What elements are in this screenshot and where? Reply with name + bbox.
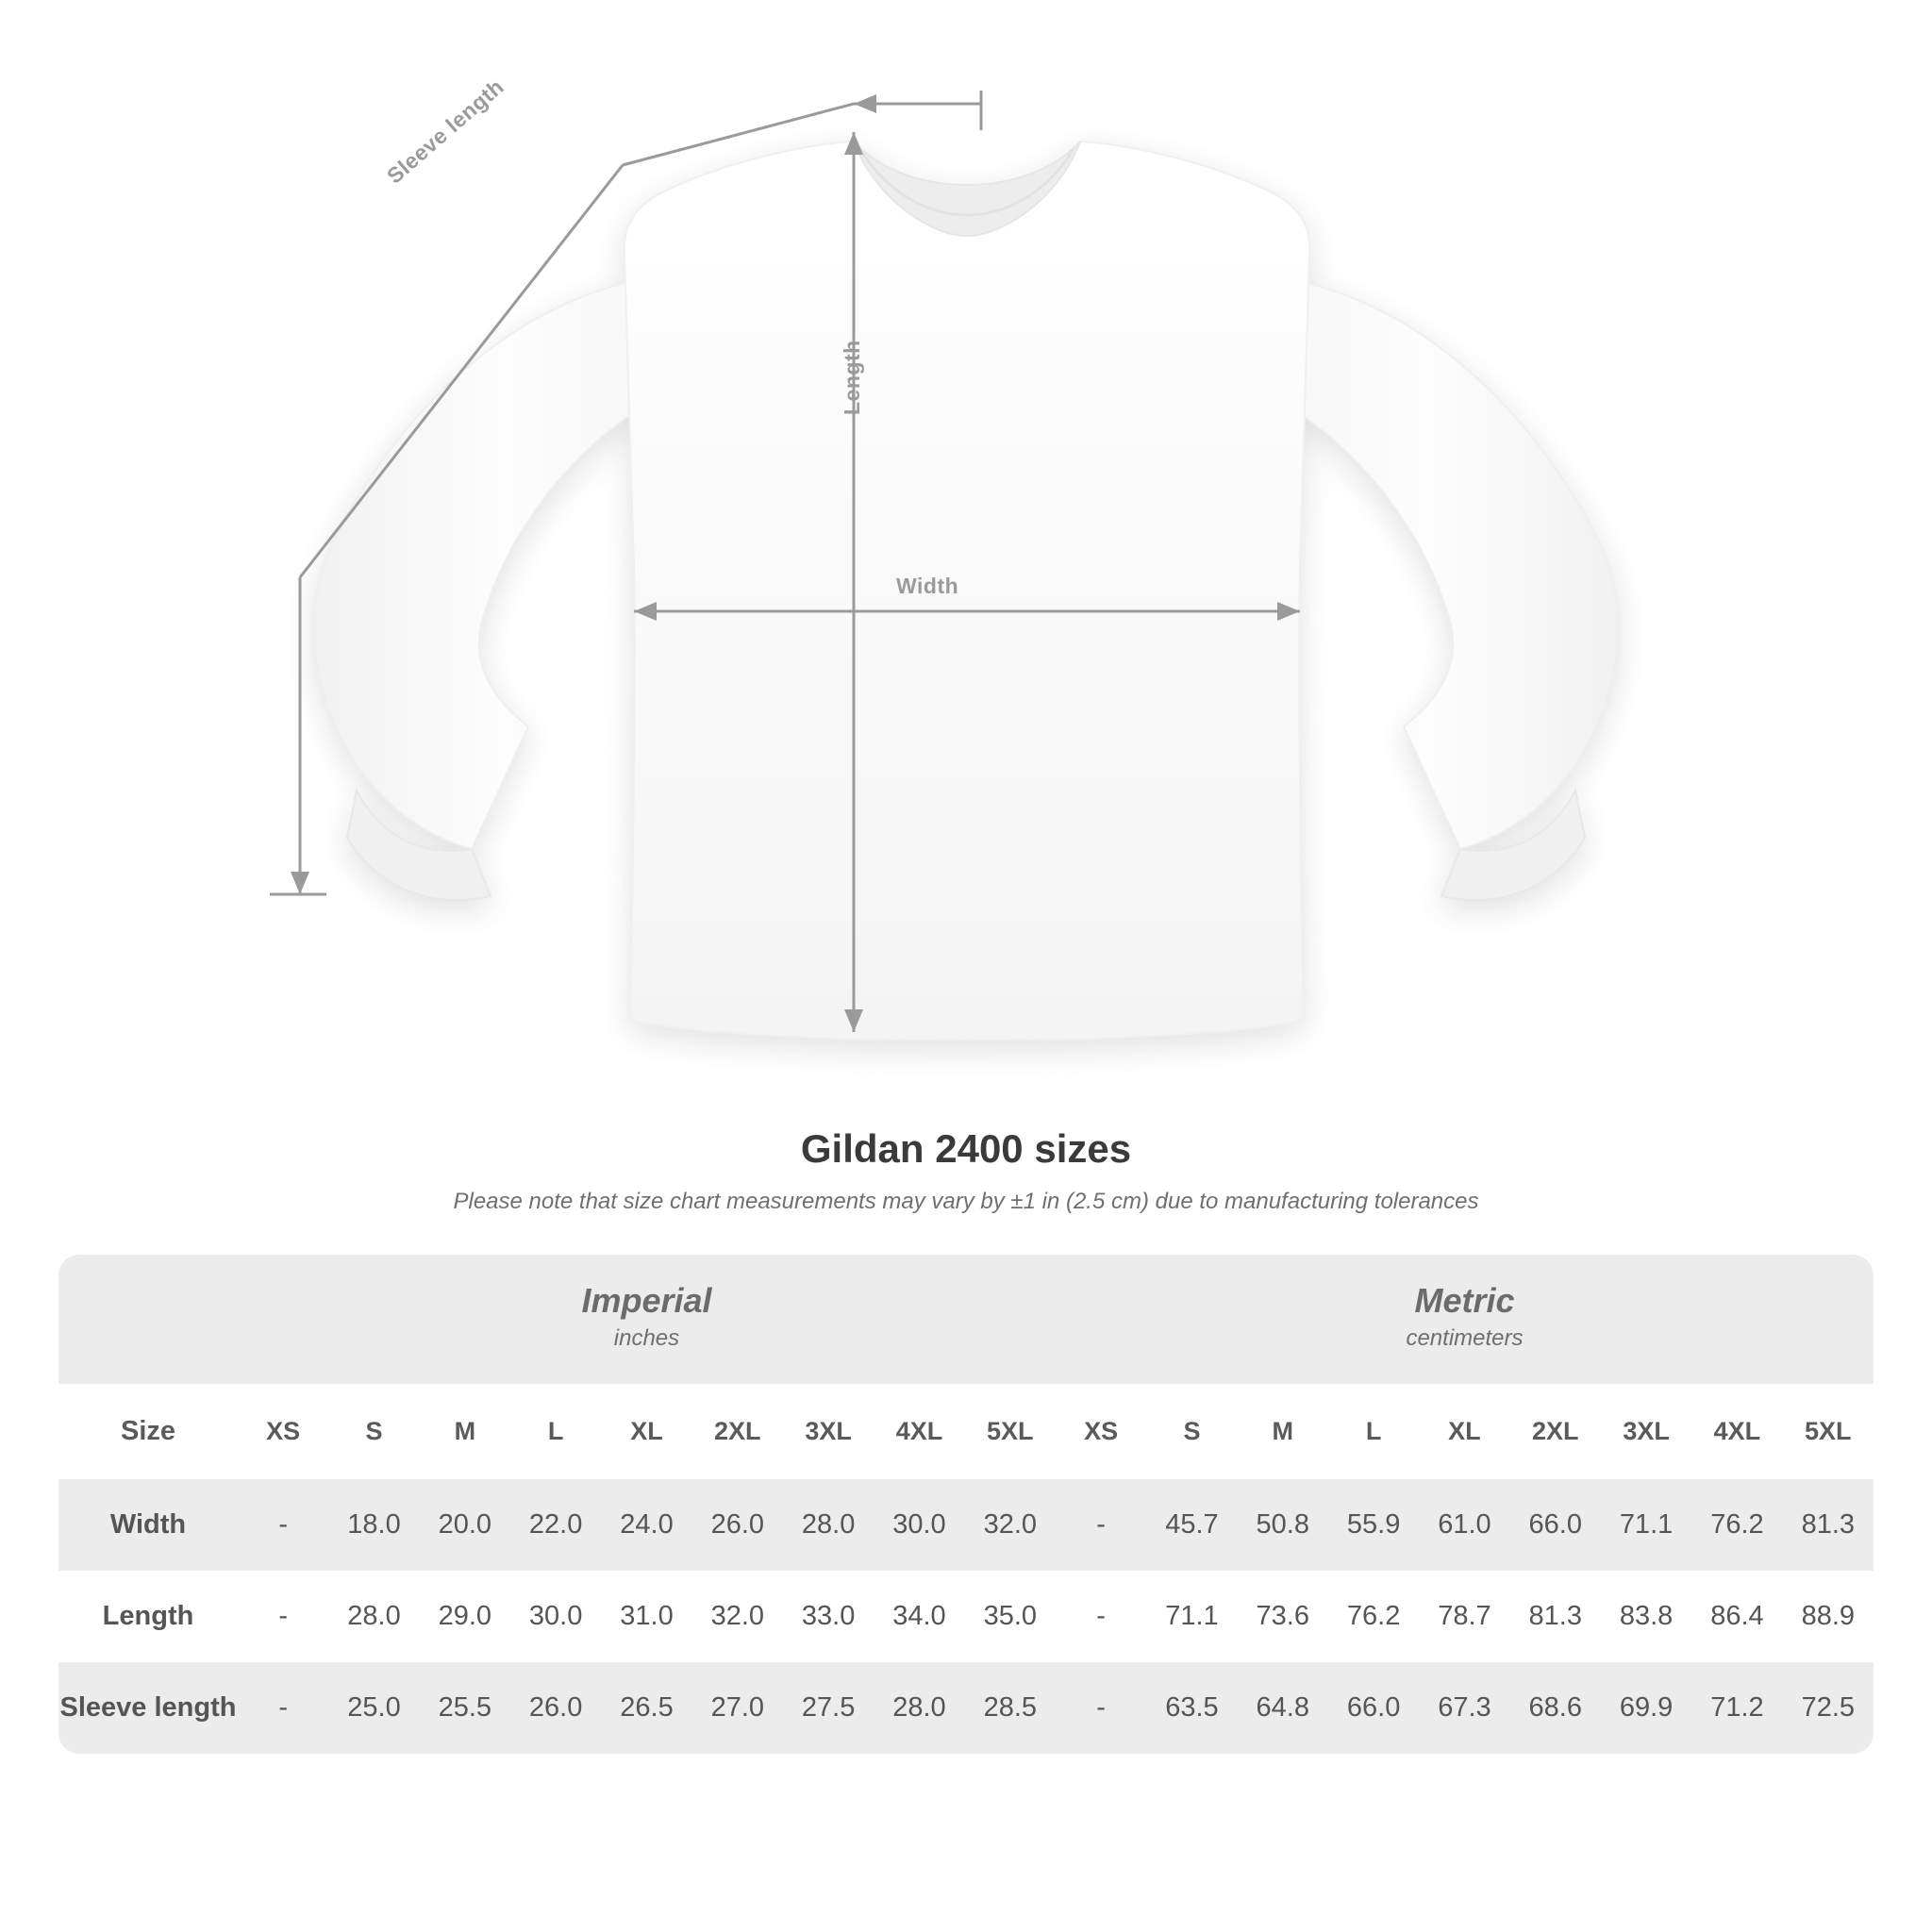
cell-length-metric-s: 71.1: [1146, 1571, 1237, 1662]
column-header-metric-xs: XS: [1056, 1384, 1146, 1479]
cell-length-metric-m: 73.6: [1238, 1571, 1328, 1662]
sleeve-length-dimension-label: Sleeve length: [382, 74, 508, 189]
column-header-imperial-4xl: 4XL: [874, 1384, 964, 1479]
cell-sleeve-imperial-s: 25.0: [328, 1662, 419, 1754]
column-header-metric-m: M: [1238, 1384, 1328, 1479]
cell-length-imperial-xl: 31.0: [601, 1571, 691, 1662]
cell-length-metric-4xl: 86.4: [1691, 1571, 1782, 1662]
cell-width-imperial-2xl: 26.0: [692, 1479, 783, 1571]
cell-length-imperial-s: 28.0: [328, 1571, 419, 1662]
row-header-width: Width: [58, 1479, 238, 1571]
column-header-size: Size: [58, 1384, 238, 1479]
cell-sleeve-imperial-3xl: 27.5: [783, 1662, 874, 1754]
column-header-metric-5xl: 5XL: [1783, 1384, 1874, 1479]
cell-width-metric-2xl: 66.0: [1510, 1479, 1601, 1571]
cell-length-metric-3xl: 83.8: [1601, 1571, 1691, 1662]
tolerance-note: Please note that size chart measurements may vary by ±1 in (2.5 cm) due to manufacturing tolerances: [453, 1189, 1479, 1214]
title-block: [0, 1126, 1932, 1215]
unit-row-spacer: [58, 1255, 238, 1384]
cell-sleeve-metric-xs: -: [1056, 1662, 1146, 1754]
cell-width-imperial-l: 22.0: [510, 1479, 601, 1571]
size-header-row: [58, 1384, 1874, 1479]
cell-sleeve-metric-3xl: 69.9: [1601, 1662, 1691, 1754]
cell-width-metric-m: 50.8: [1238, 1479, 1328, 1571]
column-header-metric-2xl: 2XL: [1510, 1384, 1601, 1479]
cell-length-imperial-l: 30.0: [510, 1571, 601, 1662]
unit-imperial-name: Imperial: [581, 1281, 712, 1320]
cell-length-metric-2xl: 81.3: [1510, 1571, 1601, 1662]
cell-width-imperial-m: 20.0: [420, 1479, 510, 1571]
cell-sleeve-metric-5xl: 72.5: [1783, 1662, 1874, 1754]
cell-length-imperial-3xl: 33.0: [783, 1571, 874, 1662]
cell-sleeve-imperial-m: 25.5: [420, 1662, 510, 1754]
cell-length-imperial-2xl: 32.0: [692, 1571, 783, 1662]
table-row: [58, 1662, 1874, 1754]
column-header-metric-3xl: 3XL: [1601, 1384, 1691, 1479]
column-header-metric-xl: XL: [1419, 1384, 1509, 1479]
column-header-metric-l: L: [1328, 1384, 1419, 1479]
cell-width-metric-s: 45.7: [1146, 1479, 1237, 1571]
cell-width-imperial-xl: 24.0: [601, 1479, 691, 1571]
row-header-sleeve-length: Sleeve length: [58, 1662, 238, 1754]
cell-sleeve-imperial-5xl: 28.5: [965, 1662, 1056, 1754]
size-table: [58, 1255, 1874, 1754]
column-header-imperial-l: L: [510, 1384, 601, 1479]
cell-sleeve-imperial-xs: -: [238, 1662, 328, 1754]
cell-width-metric-xs: -: [1056, 1479, 1146, 1571]
cell-width-metric-xl: 61.0: [1419, 1479, 1509, 1571]
table-row: [58, 1571, 1874, 1662]
cell-width-metric-l: 55.9: [1328, 1479, 1419, 1571]
cell-width-imperial-3xl: 28.0: [783, 1479, 874, 1571]
column-header-imperial-s: S: [328, 1384, 419, 1479]
cell-sleeve-metric-xl: 67.3: [1419, 1662, 1509, 1754]
row-header-length: Length: [58, 1571, 238, 1662]
cell-sleeve-metric-4xl: 71.2: [1691, 1662, 1782, 1754]
cell-width-metric-5xl: 81.3: [1783, 1479, 1874, 1571]
cell-width-imperial-xs: -: [238, 1479, 328, 1571]
unit-imperial-sub: inches: [613, 1325, 680, 1351]
table-row: [58, 1479, 1874, 1571]
cell-sleeve-metric-s: 63.5: [1146, 1662, 1237, 1754]
cell-length-metric-l: 76.2: [1328, 1571, 1419, 1662]
column-header-imperial-5xl: 5XL: [965, 1384, 1056, 1479]
cell-length-imperial-5xl: 35.0: [965, 1571, 1056, 1662]
cell-width-imperial-s: 18.0: [328, 1479, 419, 1571]
length-dimension-label: Length: [840, 340, 864, 415]
cell-width-imperial-5xl: 32.0: [965, 1479, 1056, 1571]
size-table-wrapper: [58, 1255, 1874, 1754]
cell-length-metric-xs: -: [1056, 1571, 1146, 1662]
column-header-metric-s: S: [1146, 1384, 1237, 1479]
unit-metric: [1056, 1255, 1874, 1384]
cell-length-metric-5xl: 88.9: [1783, 1571, 1874, 1662]
cell-width-imperial-4xl: 30.0: [874, 1479, 964, 1571]
unit-imperial: [238, 1255, 1056, 1384]
cell-sleeve-metric-m: 64.8: [1238, 1662, 1328, 1754]
column-header-imperial-xl: XL: [601, 1384, 691, 1479]
width-dimension-label: Width: [896, 574, 959, 598]
unit-header-row: [58, 1255, 1874, 1384]
cell-width-metric-4xl: 76.2: [1691, 1479, 1782, 1571]
cell-length-metric-xl: 78.7: [1419, 1571, 1509, 1662]
cell-length-imperial-4xl: 34.0: [874, 1571, 964, 1662]
cell-length-imperial-m: 29.0: [420, 1571, 510, 1662]
unit-metric-name: Metric: [1414, 1281, 1515, 1320]
column-header-metric-4xl: 4XL: [1691, 1384, 1782, 1479]
column-header-imperial-xs: XS: [238, 1384, 328, 1479]
cell-width-metric-3xl: 71.1: [1601, 1479, 1691, 1571]
unit-metric-sub: centimeters: [1406, 1325, 1524, 1351]
page-title: Gildan 2400 sizes: [800, 1126, 1132, 1171]
cell-sleeve-imperial-4xl: 28.0: [874, 1662, 964, 1754]
cell-sleeve-imperial-2xl: 27.0: [692, 1662, 783, 1754]
cell-sleeve-metric-2xl: 68.6: [1510, 1662, 1601, 1754]
cell-sleeve-metric-l: 66.0: [1328, 1662, 1419, 1754]
cell-sleeve-imperial-xl: 26.5: [601, 1662, 691, 1754]
column-header-imperial-2xl: 2XL: [692, 1384, 783, 1479]
column-header-imperial-3xl: 3XL: [783, 1384, 874, 1479]
cell-sleeve-imperial-l: 26.0: [510, 1662, 601, 1754]
cell-length-imperial-xs: -: [238, 1571, 328, 1662]
column-header-imperial-m: M: [420, 1384, 510, 1479]
